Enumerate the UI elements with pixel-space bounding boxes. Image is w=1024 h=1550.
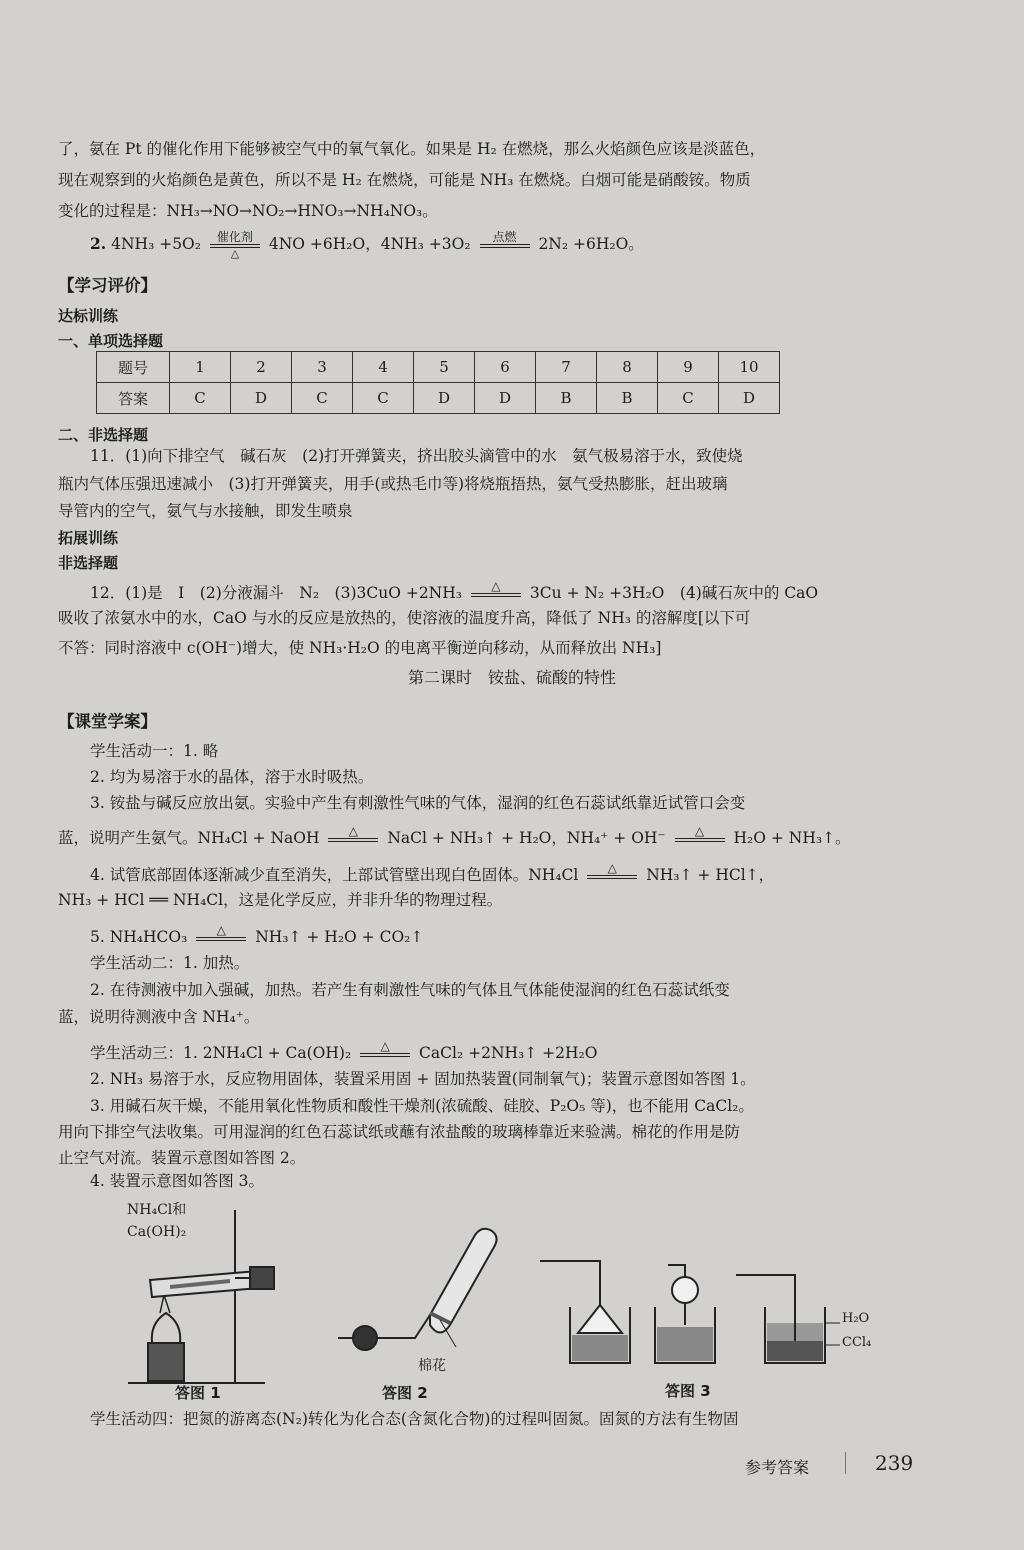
equation-line <box>58 823 918 854</box>
table-cell: C <box>292 383 353 414</box>
table-cell: 3 <box>292 352 353 383</box>
page-number: 239 <box>875 1451 914 1475</box>
para-line: 变化的过程是：NH₃→NO→NO₂→HNO₃→NH₄NO₃。 <box>58 202 438 220</box>
condition-top: △ <box>607 860 617 875</box>
para-line: 学生活动二：1. 加热。 <box>90 954 250 972</box>
apparatus-figures <box>100 1195 920 1420</box>
table-cell: D <box>719 383 780 414</box>
fig2-apparatus <box>338 1229 497 1350</box>
para-line: 了，氨在 Pt 的催化作用下能够被空气中的氧气氧化。如果是 H₂ 在燃烧，那么火焰颜色应该是淡蓝色， <box>58 140 766 158</box>
table-cell: B <box>536 383 597 414</box>
table-cell: 6 <box>475 352 536 383</box>
fig3-label: CCl₄ <box>842 1335 872 1350</box>
equation-text: 学生活动三：1. 2NH₄Cl + Ca(OH)₂ <box>90 1044 352 1062</box>
table-cell: C <box>353 383 414 414</box>
subsection-title: 一、单项选择题 <box>58 332 164 350</box>
figure-caption: 答图 3 <box>665 1382 711 1400</box>
condition-top: △ <box>491 578 501 593</box>
equation-text: 4NO +6H₂O，4NH₃ +3O₂ <box>268 235 471 253</box>
para-line: 3. 铵盐与碱反应放出氨。实验中产生有刺激性气味的气体，湿润的红色石蕊试纸靠近试管口会变 <box>90 794 746 812</box>
table-cell: D <box>475 383 536 414</box>
para-line: 学生活动一：1. 略 <box>90 742 219 760</box>
para-line: 现在观察到的火焰颜色是黄色，所以不是 H₂ 在燃烧，可能是 NH₃ 在燃烧。白烟可能是硝酸铵。物质 <box>58 171 751 189</box>
subsection-title: 拓展训练 <box>58 529 119 547</box>
equation-text: 12．(1)是 Ⅰ (2)分液漏斗 N₂ (3)3CuO +2NH₃ <box>90 584 462 602</box>
table-cell: 8 <box>597 352 658 383</box>
equation-text: NH₃↑ + HCl↑， <box>646 866 775 884</box>
table-row <box>97 352 780 383</box>
equation-text: 4NH₃ +5O₂ <box>111 235 201 253</box>
table-cell: C <box>170 383 231 414</box>
reaction-condition <box>480 231 530 260</box>
para-line: 瓶内气体压强迅速减小 (3)打开弹簧夹，用手(或热毛巾等)将烧瓶捂热，氨气受热膨胀，赶出玻璃 <box>58 475 728 493</box>
table-cell: C <box>658 383 719 414</box>
equation-text: 2N₂ +6H₂O。 <box>538 235 644 253</box>
para-line: 2. NH₃ 易溶于水，反应物用固体，装置采用固 + 固加热装置(同制氧气)；装置示意图如答图 1。 <box>90 1070 756 1088</box>
table-cell: 1 <box>170 352 231 383</box>
table-cell: 10 <box>719 352 780 383</box>
table-cell: 9 <box>658 352 719 383</box>
section-title: 【学习评价】 <box>58 276 157 295</box>
section-title: 【课堂学案】 <box>58 712 157 731</box>
equation-text: 5. NH₄HCO₃ <box>90 928 188 946</box>
equation-text: 4. 试管底部固体逐渐减少直至消失，上部试管壁出现白色固体。NH₄Cl <box>90 866 579 884</box>
equation-text: NH₃↑ + H₂O + CO₂↑ <box>255 928 424 946</box>
condition-top: 催化剂 <box>216 229 253 244</box>
para-line: 11．(1)向下排空气 碱石灰 (2)打开弹簧夹，挤出胶头滴管中的水 氨气极易溶于水，致使烧 <box>90 447 743 465</box>
apparatus-diagram <box>100 1195 920 1420</box>
para-line: 导管内的空气，氨气与水接触，即发生喷泉 <box>58 502 353 520</box>
para-line: 学生活动四：把氮的游离态(N₂)转化为化合态(含氮化合物)的过程叫固氮。固氮的方法有生物固 <box>90 1410 739 1428</box>
condition-top: △ <box>380 1038 390 1053</box>
para-line: 3. 用碱石灰干燥，不能用氧化性物质和酸性干燥剂(浓硫酸、硅胶、P₂O₅ 等)，也不能用 CaCl₂。 <box>90 1097 754 1115</box>
equation-text: 蓝，说明产生氨气。NH₄Cl + NaOH <box>58 829 320 847</box>
fig1-label-line: NH₄Cl和 <box>127 1202 187 1218</box>
figure-caption: 答图 2 <box>382 1384 428 1402</box>
equation-text: NaCl + NH₃↑ + H₂O，NH₄⁺ + OH⁻ <box>387 829 666 847</box>
reaction-condition <box>675 825 725 854</box>
answer-table <box>96 351 780 414</box>
reaction-condition <box>328 825 378 854</box>
fig3-label: H₂O <box>842 1311 870 1326</box>
item-number: 2. <box>90 234 107 253</box>
equation-text: H₂O + NH₃↑。 <box>733 829 851 847</box>
fig1-label-line: Ca(OH)₂ <box>127 1224 187 1240</box>
condition-bottom: △ <box>230 246 240 260</box>
condition-top: △ <box>694 823 705 838</box>
para-line: 不答：同时溶液中 c(OH⁻)增大，使 NH₃·H₂O 的电离平衡逆向移动，从而释放出 NH₃] <box>58 639 662 657</box>
condition-top: △ <box>348 823 359 838</box>
para-line: 用向下排空气法收集。可用湿润的红色石蕊试纸或蘸有浓盐酸的玻璃棒靠近来验满。棉花的作用是防 <box>58 1123 741 1141</box>
para-line: 2. 均为易溶于水的晶体，溶于水时吸热。 <box>90 768 374 786</box>
table-cell: 4 <box>353 352 414 383</box>
footer-section-label: 参考答案 <box>745 1458 810 1477</box>
lesson-title: 第二课时 铵盐、硫酸的特性 <box>407 668 616 687</box>
fig2-label: 棉花 <box>418 1358 446 1374</box>
para-line: 止空气对流。装置示意图如答图 2。 <box>58 1149 306 1167</box>
table-cell: 5 <box>414 352 475 383</box>
condition-top: 点燃 <box>492 229 517 244</box>
para-line: NH₃ + HCl ══ NH₄Cl，这是化学反应，并非升华的物理过程。 <box>58 891 503 909</box>
table-header: 题号 <box>97 352 170 383</box>
reaction-condition <box>210 231 260 260</box>
subsection-title: 达标训练 <box>58 307 119 325</box>
para-line: 2. 在待测液中加入强碱，加热。若产生有刺激性气味的气体且气体能使湿润的红色石蕊试纸变 <box>90 981 730 999</box>
figure-caption: 答图 1 <box>175 1384 221 1402</box>
equation-text: CaCl₂ +2NH₃↑ +2H₂O <box>419 1044 598 1062</box>
condition-top: △ <box>216 922 226 937</box>
subsection-title: 二、非选择题 <box>58 426 149 444</box>
footer-divider <box>845 1452 846 1474</box>
fig3-apparatus <box>540 1261 840 1363</box>
table-row <box>97 383 780 414</box>
equation-text: 3Cu + N₂ +3H₂O (4)碱石灰中的 CaO <box>529 584 819 602</box>
equation-line <box>58 228 950 260</box>
table-cell: 2 <box>231 352 292 383</box>
table-header: 答案 <box>97 383 170 414</box>
fig1-apparatus <box>128 1210 274 1383</box>
table-cell: B <box>597 383 658 414</box>
table-cell: D <box>231 383 292 414</box>
subsection-title: 非选择题 <box>58 554 119 572</box>
table-cell: 7 <box>536 352 597 383</box>
table-cell: D <box>414 383 475 414</box>
para-line: 4. 装置示意图如答图 3。 <box>90 1172 265 1190</box>
para-line: 蓝，说明待测液中含 NH₄⁺。 <box>58 1008 260 1026</box>
para-line: 吸收了浓氨水中的水，CaO 与水的反应是放热的，使溶液的温度升高，降低了 NH₃ 的溶解度[以下可 <box>58 609 751 627</box>
